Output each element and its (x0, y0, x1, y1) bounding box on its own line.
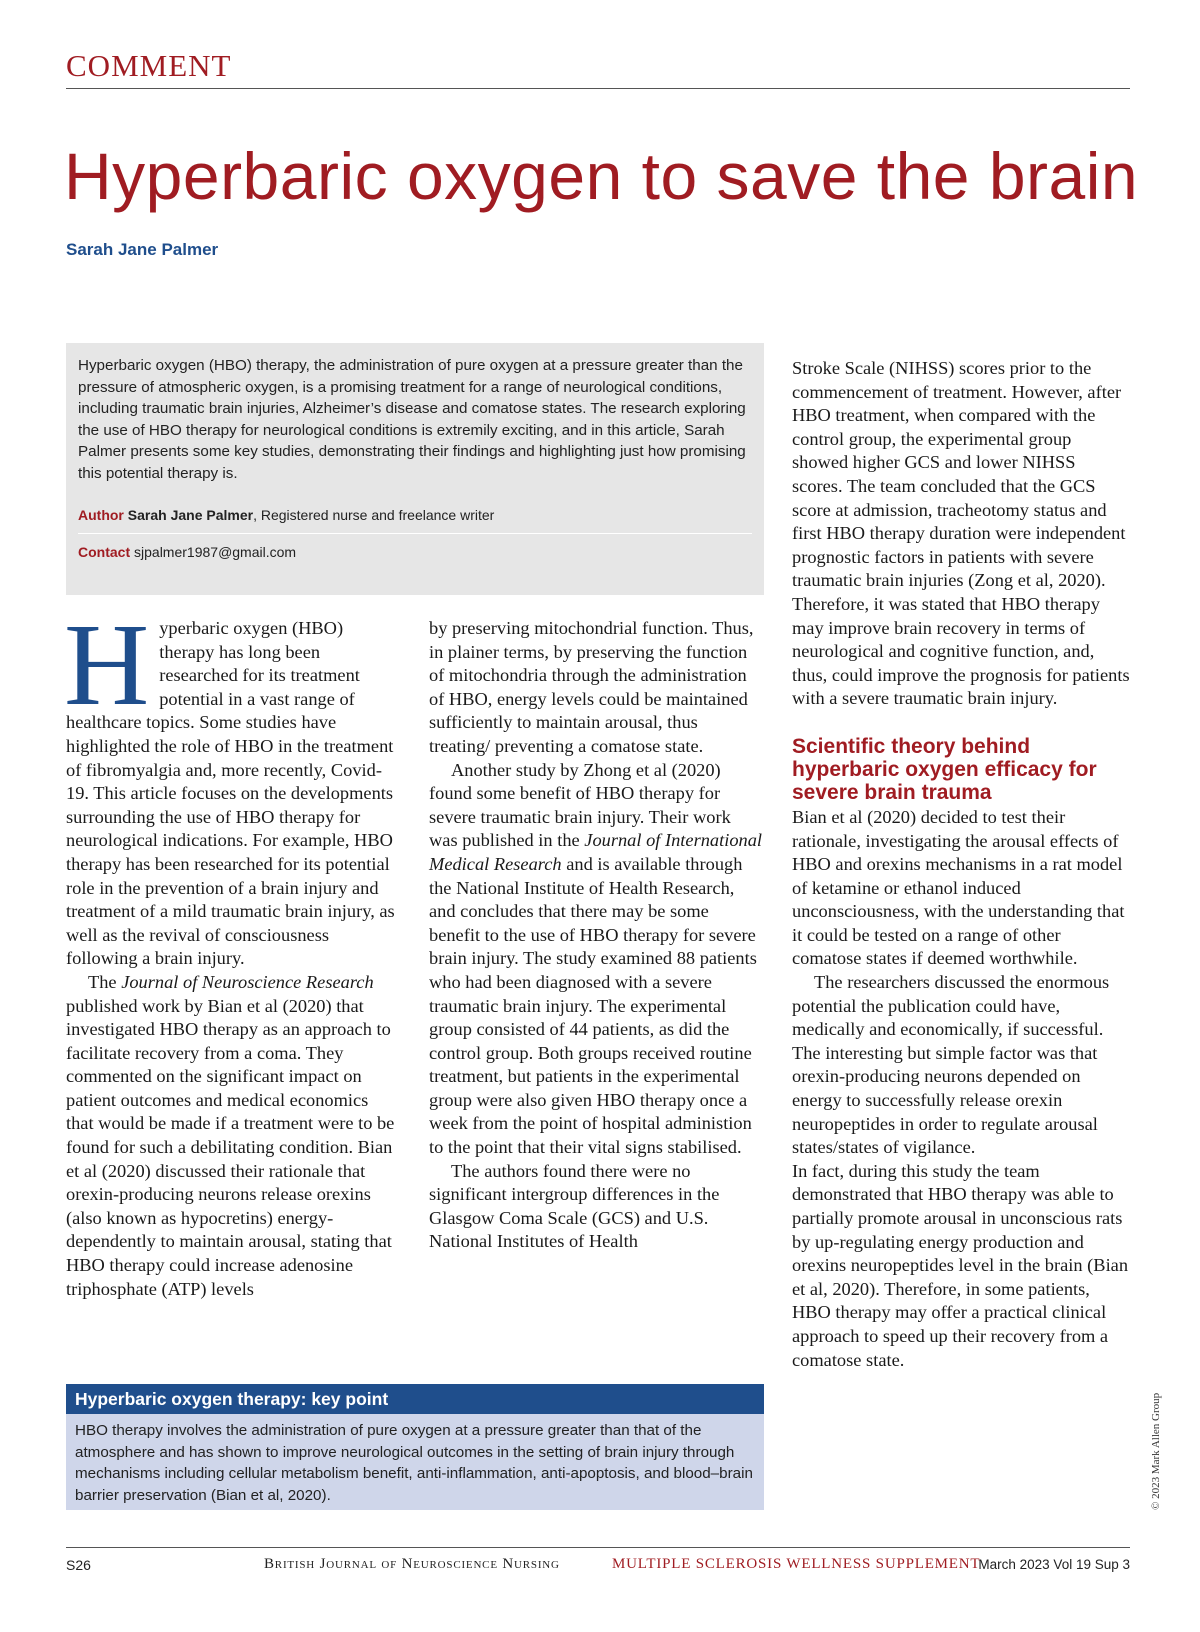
copyright-notice: © 2023 Mark Allen Group (1150, 1392, 1162, 1510)
subheading: Scientific theory behind hyperbaric oxygen efficacy for severe brain trauma (792, 734, 1097, 804)
paragraph-mitochondria: by preserving mitochondrial function. Thus, in plainer terms, by preserving the function of mitochondria through the administration of HBO, energy levels could be maintained sufficiently to maintain arousal, thus treating/ preventing a comatose state. (429, 618, 754, 756)
paragraph-nihss: Stroke Scale (NIHSS) scores prior to the commencement of treatment. However, after HBO treatment, when compared with the control group, the experimental group showed higher GCS and lower NIHSS scores. The team concluded that the GCS score at admission, tracheotomy status and first HBO therapy duration were independent prognostic factors in patients with severe traumatic brain injuries (Zong et al, 2020). Therefore, it was stated that HBO therapy may improve brain recovery in terms of neurological and cognitive function, and, thus, could improve the prognosis for patients with a severe traumatic brain injury. (792, 358, 1130, 709)
page-number: S26 (66, 1557, 91, 1573)
contact-line (78, 534, 752, 570)
paragraph-zhong (429, 759, 763, 1160)
key-point-box (66, 1384, 764, 1510)
paragraph-bian-text: published work by Bian et al (2020) that investigated HBO therapy as an approach to facilitate recovery from a coma. They commented on the significant impact on patient outcomes and medical economics that would be made if a treatment were to be found for such a debilitating condition. Bian et al (2020) discussed their rationale that orexin-producing neurons release orexins (also known as hypocretins) energy-dependently to maintain arousal, stating that HBO therapy could increase adenosine triphosphate (ATP) levels (66, 995, 395, 1299)
bottom-rule (66, 1547, 1130, 1548)
column-2 (429, 617, 763, 1254)
abstract-text: Hyperbaric oxygen (HBO) therapy, the administration of pure oxygen at a pressure greater than the pressure of atmospheric oxygen, is a promising treatment for a range of neurological conditions, including traumatic brain injuries, Alzheimer’s disease and comatose states. The research exploring the use of HBO therapy for neurological conditions is extremily exciting, and in this article, Sarah Palmer presents some key studies, demonstrating their findings and highlighting just how promising this potential therapy is. (78, 357, 746, 482)
abstract-box (66, 343, 764, 595)
paragraph-rationale: Bian et al (2020) decided to test their rationale, investigating the arousal effects of HBO and orexins mechanisms in a rat model of ketamine or ethanol induced unconsciousness, with the understanding that it could be tested on a range of other comatose states if deemed worthwhile. (792, 806, 1125, 969)
paragraph-intro (64, 599, 400, 971)
column-1 (64, 599, 400, 1301)
paragraph-bian-lead: The (88, 971, 122, 992)
author-role: , Registered nurse and freelance writer (253, 506, 495, 523)
byline: Sarah Jane Palmer (66, 240, 219, 259)
paragraph-potential: The researchers discussed the enormous potential the publication could have, medically and economically, if successful. The interesting but simple factor was that orexin-producing neurons depended on energy to successfully release orexin neuropeptides in order to regulate arousal states/states of vigilance. (792, 972, 1110, 1158)
journal-citation: Journal of Neuroscience Research (121, 971, 374, 992)
column-3 (792, 357, 1130, 1372)
paragraph-zhong-lead: Another study by Zhong et al (2020) found some benefit of HBO therapy for severe traumatic brain injury. Their work was published in the (429, 759, 731, 851)
paragraph-findings: The authors found there were no significant intergroup differences in the Glasgow Coma Scale (GCS) and U.S. National Institutes of Health (429, 1160, 720, 1252)
contact-email[interactable]: sjpalmer1987@gmail.com (134, 543, 297, 560)
author-name: Sarah Jane Palmer (127, 506, 254, 523)
section-label: COMMENT (66, 48, 232, 83)
paragraph-zhong-text: and is available through the National Institute of Health Research, and concludes that there may be some benefit to the use of HBO therapy for severe brain injury. The study examined 88 patients who had been diagnosed with a severe traumatic brain injury. The experimental group consisted of 44 patients, as did the control group. Both groups received routine treatment, but patients in the experimental group were also given HBO therapy once a week from the point of hospital administion to the point that their vital signs stabilised. (429, 853, 757, 1158)
contact-label: Contact (78, 543, 131, 560)
key-point-heading: Hyperbaric oxygen therapy: key point (66, 1384, 764, 1414)
article-title: Hyperbaric oxygen to save the brain (64, 139, 1139, 213)
paragraph-intro-text: yperbaric oxygen (HBO) therapy has long been researched for its treatment potential in a vast range of healthcare topics. Some studies have highlighted the role of HBO in the treatment of fibromyalgia and, more recently, Covid-19. This article focuses on the developments surrounding the use of HBO therapy for neurological indications. For example, HBO therapy has been researched for its potential role in the prevention of a brain injury and treatment of a mild traumatic brain injury, as well as the revival of consciousness following a brain injury. (66, 618, 395, 969)
journal-citation: Journal of International Medical Research (429, 830, 763, 874)
key-point-text: HBO therapy involves the administration of pure oxygen at a pressure greater than that of the atmosphere and has shown to improve neurological outcomes in the setting of brain injury through mechanisms including cellular metabolism benefit, anti-inflammation, anti-apoptosis, and blood–brain barrier preservation (Bian et al, 2020). (75, 1422, 753, 1504)
paragraph-bian (66, 971, 400, 1301)
journal-name: British Journal of Neuroscience Nursing (264, 1556, 560, 1572)
author-label: Author (78, 506, 124, 523)
supplement-name: MULTIPLE SCLEROSIS WELLNESS SUPPLEMENT (612, 1556, 981, 1572)
top-rule (66, 88, 1130, 89)
drop-cap: H (64, 599, 150, 730)
issue-info: March 2023 Vol 19 Sup 3 (978, 1557, 1130, 1572)
paragraph-conclusion: In fact, during this study the team demonstrated that HBO therapy was able to partially promote arousal in unconscious rats by up-regulating energy production and orexins neuropeptides level in the brain (Bian et al, 2020). Therefore, in some patients, HBO therapy may offer a practical clinical approach to speed up their recovery from a comatose state. (792, 1160, 1129, 1370)
author-line (78, 497, 752, 533)
page-footer (66, 1557, 1130, 1577)
